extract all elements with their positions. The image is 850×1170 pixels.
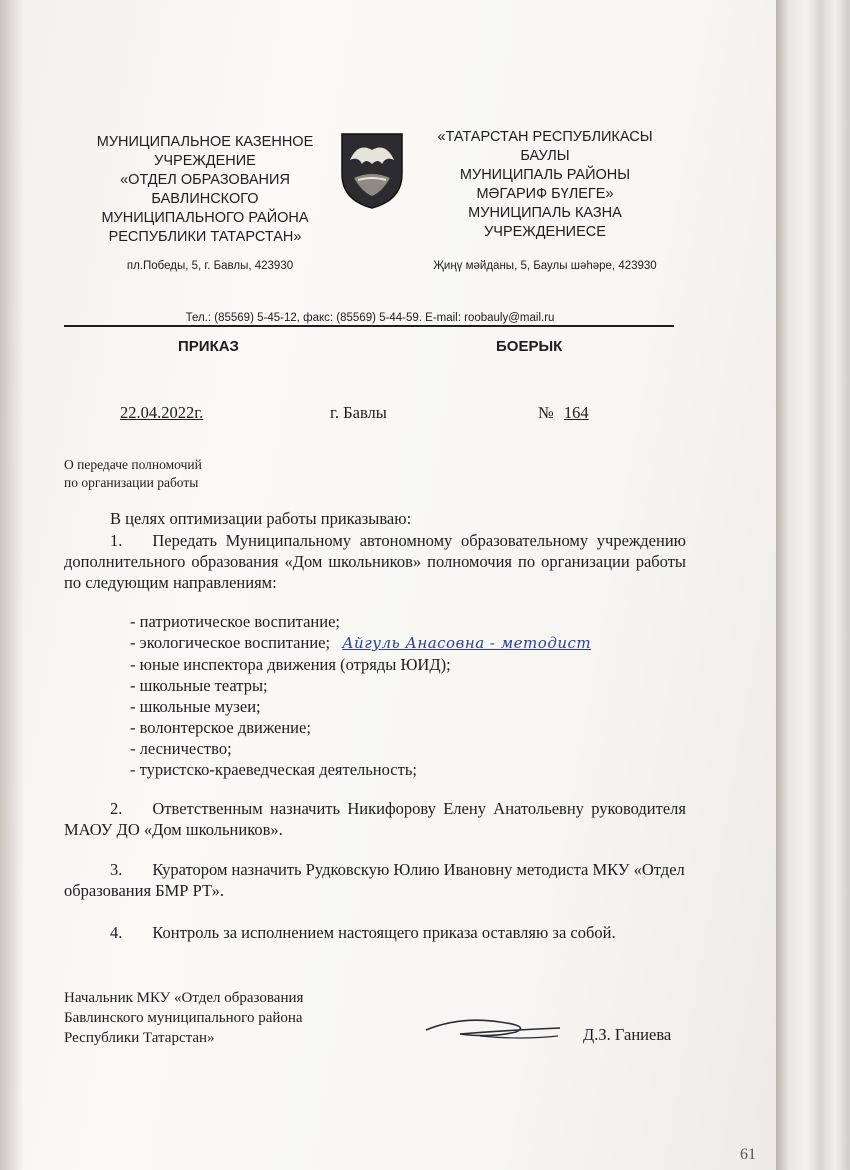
number-value: 164 [563, 403, 589, 422]
paragraph-2-number: 2. [110, 799, 123, 818]
signature-position [64, 988, 303, 1048]
paper-stack-edge [776, 0, 850, 1170]
order-city: г. Бавлы [330, 403, 387, 422]
paragraph-2 [64, 798, 686, 840]
signature-position-line: Начальник МКУ «Отдел образования [64, 990, 304, 1006]
paragraph-4-number: 4. [110, 923, 123, 942]
order-title-tt: БОЕРЫК [496, 338, 563, 355]
header-right-address: Җиңү мәйданы, 5, Баулы шәһәре, 423930 [433, 260, 657, 272]
paragraph-4 [64, 922, 686, 943]
header-right-line: «ТАТАРСТАН РЕСПУБЛИКАСЫ [437, 129, 653, 145]
header-right-line: МӘГАРИФ БҮЛЕГЕ» [476, 186, 614, 202]
order-date: 22.04.2022г. [120, 403, 204, 422]
subject-line: по организации работы [64, 475, 199, 490]
paragraph-1-text: Передать Муниципальному автономному образовательному учреждению дополнительного образования «Дом школьников» полномочия по организации работы по следующим направлениям: [64, 531, 686, 592]
header-left-line: БАВЛИНСКОГО [151, 191, 259, 207]
header-left-line: РЕСПУБЛИКИ ТАТАРСТАН» [108, 229, 302, 245]
handwritten-note: Айгуль Анасовна - методист [342, 634, 592, 652]
order-subject [64, 456, 202, 492]
order-number [538, 403, 599, 423]
body-intro: В целях оптимизации работы приказываю: [110, 509, 412, 528]
paragraph-3-text: Куратором назначить Рудковскую Юлию Ивановну методиста МКУ «Отдел образования БМР РТ». [64, 860, 685, 900]
list-item: - патриотическое воспитание; [130, 612, 340, 631]
header-right-block [410, 128, 680, 242]
list-item: - лесничество; [130, 739, 232, 758]
page-number: 61 [740, 1146, 756, 1163]
paragraph-3-number: 3. [110, 860, 123, 879]
header-left-line: МУНИЦИПАЛЬНОЕ КАЗЕННОЕ [96, 134, 314, 150]
paragraph-3 [64, 859, 686, 901]
list-item: - юные инспектора движения (отряды ЮИД); [130, 655, 451, 674]
header-right-line: МУНИЦИПАЛЬ КАЗНА [468, 205, 622, 221]
signatory-name: Д.З. Ганиева [583, 1025, 672, 1044]
paragraph-1-number: 1. [110, 531, 123, 550]
list-item [130, 632, 591, 654]
coat-of-arms-emblem [338, 130, 406, 210]
header-right-line: МУНИЦИПАЛЬ РАЙОНЫ [459, 167, 631, 183]
directions-list [130, 611, 591, 780]
header-left-line: УЧРЕЖДЕНИЕ [154, 153, 256, 169]
list-item: - школьные театры; [130, 676, 268, 695]
signature-position-line: Бавлинского муниципального района [64, 1010, 303, 1026]
header-left-address: пл.Победы, 5, г. Бавлы, 423930 [126, 260, 294, 272]
number-label: № [538, 403, 554, 422]
list-item: - школьные музеи; [130, 697, 261, 716]
header-left-line: МУНИЦИПАЛЬНОГО РАЙОНА [101, 210, 309, 226]
header-right-line: УЧРЕЖДЕНИЕСЕ [484, 224, 606, 240]
list-item: - волонтерское движение; [130, 718, 311, 737]
signature-position-line: Республики Татарстан» [64, 1030, 215, 1046]
page-edge-shadow [0, 0, 24, 1170]
handwritten-signature [420, 1008, 570, 1048]
list-item: - туристско-краеведческая деятельность; [130, 760, 417, 779]
paragraph-1 [64, 530, 686, 593]
header-left-line: «ОТДЕЛ ОБРАЗОВАНИЯ [120, 172, 290, 188]
contacts-line: Тел.: (85569) 5-45-12, факс: (85569) 5-44-59. E-mail: roobauly@mail.ru [185, 312, 555, 324]
order-title-ru: ПРИКАЗ [178, 338, 239, 355]
subject-line: О передаче полномочий [64, 457, 202, 472]
header-left-block [70, 133, 340, 247]
paragraph-2-text: Ответственным назначить Никифорову Елену Анатольевну руководителя МАОУ ДО «Дом школьников». [64, 799, 686, 839]
paragraph-4-text: Контроль за исполнением настоящего приказа оставляю за собой. [152, 923, 616, 942]
header-divider [64, 325, 674, 327]
list-item-text: - экологическое воспитание; [130, 633, 331, 652]
header-right-line: БАУЛЫ [520, 148, 570, 164]
